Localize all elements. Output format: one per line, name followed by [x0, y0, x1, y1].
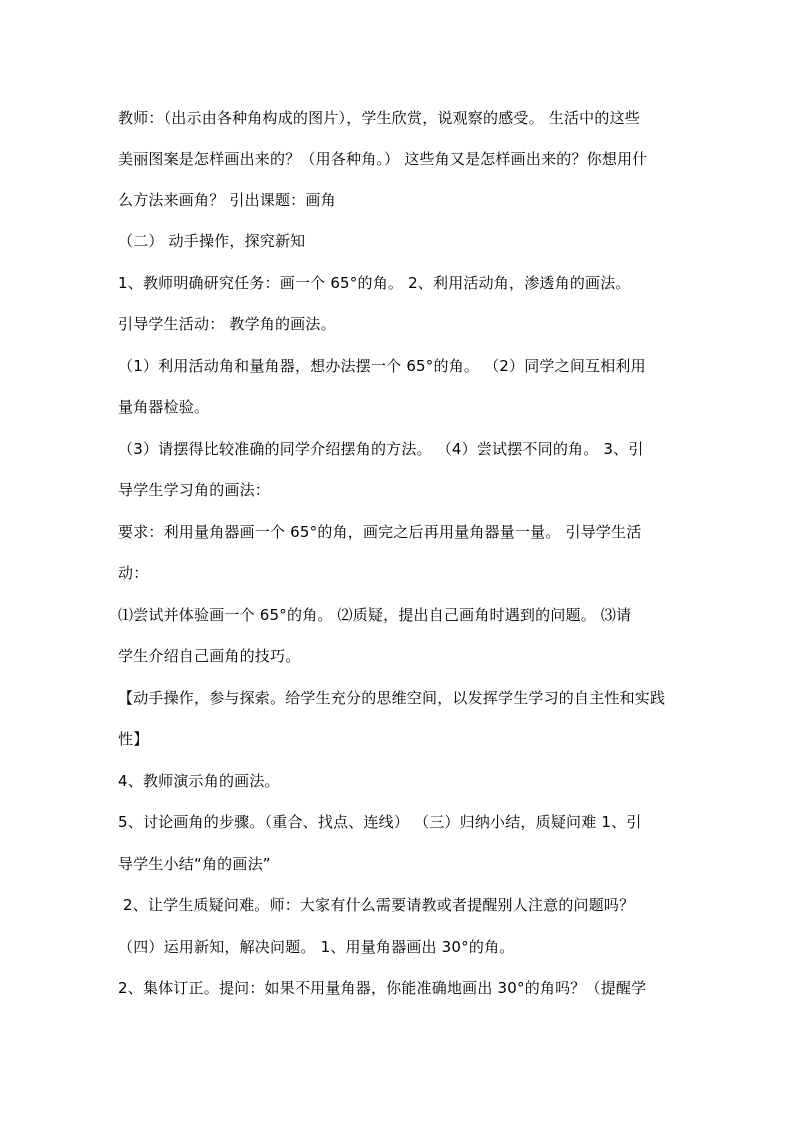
text-line: （四）运用新知，解决问题。 1、用量角器画出 30°的角。: [118, 938, 515, 956]
text-line: 4、教师演示角的画法。: [118, 772, 280, 790]
text-line: 2、让学生质疑问难。师：大家有什么需要请教或者提醒别人注意的问题吗？: [118, 896, 635, 914]
section-heading: （二） 动手操作，探究新知: [118, 232, 306, 250]
text-line: （1）利用活动角和量角器，想办法摆一个 65°的角。 （2）同学之间互相利用: [118, 357, 646, 375]
text-line: （3）请摆得比较准确的同学介绍摆角的方法。 （4）尝试摆不同的角。 3、引: [118, 440, 644, 458]
text-line: 美丽图案是怎样画出来的？（用各种角。） 这些角又是怎样画出来的？你想用什: [118, 150, 648, 168]
text-line: 性】: [118, 730, 149, 748]
text-line: 5、讨论画角的步骤。（重合、找点、连线） （三）归纳小结，质疑问难 1、引: [118, 813, 642, 831]
text-line: 引导学生活动： 教学角的画法。: [118, 315, 336, 333]
text-line: 教师：（出示由各种角构成的图片），学生欣赏，说观察的感受。 生活中的这些: [118, 109, 640, 127]
text-line: 导学生学习角的画法：: [118, 481, 271, 499]
text-line: 1、教师明确研究任务：画一个 65°的角。 2、利用活动角，渗透角的画法。: [118, 274, 631, 292]
text-line: ⑴尝试并体验画一个 65°的角。 ⑵质疑，提出自己画角时遇到的问题。 ⑶请: [118, 606, 632, 624]
text-line: 要求：利用量角器画一个 65°的角，画完之后再用量角器量一量。 引导学生活: [118, 523, 642, 541]
text-line: 动：: [118, 564, 149, 582]
text-line: 导学生小结“角的画法”: [118, 855, 271, 873]
text-line: 2、集体订正。提问：如果不用量角器，你能准确地画出 30°的角吗？（提醒学: [118, 979, 647, 997]
text-line: 学生介绍自己画角的技巧。: [118, 647, 301, 665]
text-line: 量角器检验。: [118, 398, 210, 416]
text-line: 【动手操作，参与探索。给学生充分的思维空间，以发挥学生学习的自主性和实践: [118, 689, 666, 707]
text-line: 么方法来画角？ 引出课题：画角: [118, 191, 336, 209]
